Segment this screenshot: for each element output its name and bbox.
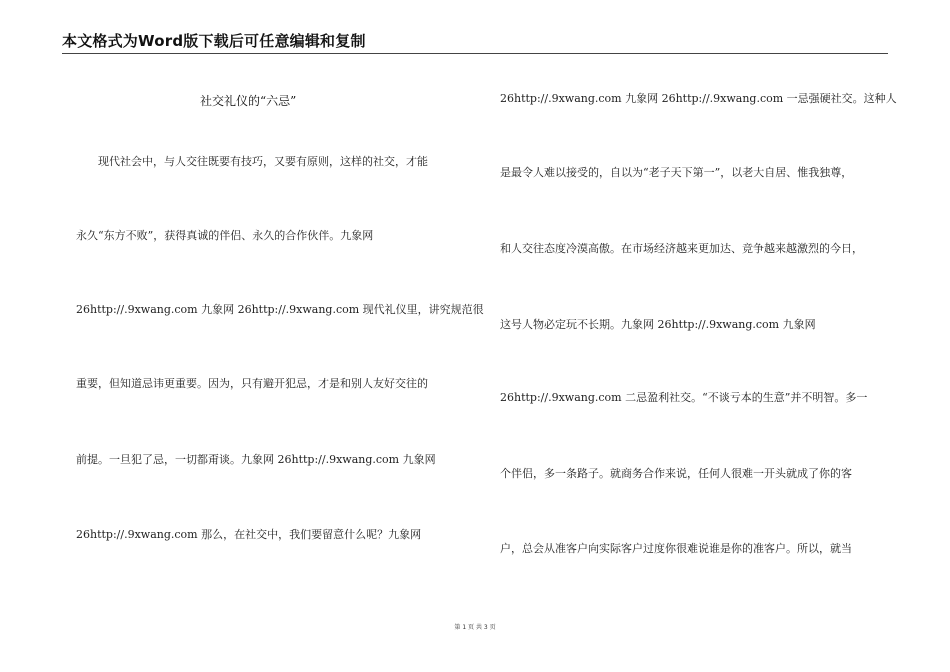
header-banner: 本文格式为Word版下载后可任意编辑和复制 [62,32,366,50]
text-line: 26http://.9xwang.com 那么，在社交中，我们要留意什么呢？九象网 [76,528,422,541]
text-line: 永久“东方不败”，获得真诚的伴侣、永久的合作伙伴。九象网 [76,229,374,242]
text-line: 是最令人难以接受的，自以为“老子天下第一”，以老大自居、惟我独尊， [500,166,853,179]
text-line: 前提。一旦犯了忌，一切都甭谈。九象网 26http://.9xwang.com 九象网 [76,453,436,466]
text-line: 26http://.9xwang.com 九象网 26http://.9xwang.com 现代礼仪里，讲究规范很 [76,303,484,316]
text-line: 26http://.9xwang.com 二忌盈利社交。“不谈亏本的生意”并不明智。多一 [500,391,868,404]
header-rule [62,53,888,54]
document-title: 社交礼仪的“六忌” [200,94,297,108]
page-footer: 第 1 页 共 3 页 [454,624,496,631]
text-line: 这号人物必定玩不长期。九象网 26http://.9xwang.com 九象网 [500,318,816,331]
text-line: 户，总会从准客户向实际客户过度你很难说谁是你的准客户。所以，就当 [500,542,852,555]
text-line: 现代社会中，与人交往既要有技巧，又要有原则，这样的社交，才能 [76,155,428,168]
text-line: 个伴侣，多一条路子。就商务合作来说，任何人很难一开头就成了你的客 [500,467,852,480]
text-line: 重要，但知道忌讳更重要。因为，只有避开犯忌，才是和别人友好交往的 [76,377,428,390]
text-line: 和人交往态度冷漠高傲。在市场经济越来更加达、竞争越来越激烈的今日， [500,242,863,255]
text-line: 26http://.9xwang.com 九象网 26http://.9xwang.com 一忌强硬社交。这种人 [500,92,897,105]
